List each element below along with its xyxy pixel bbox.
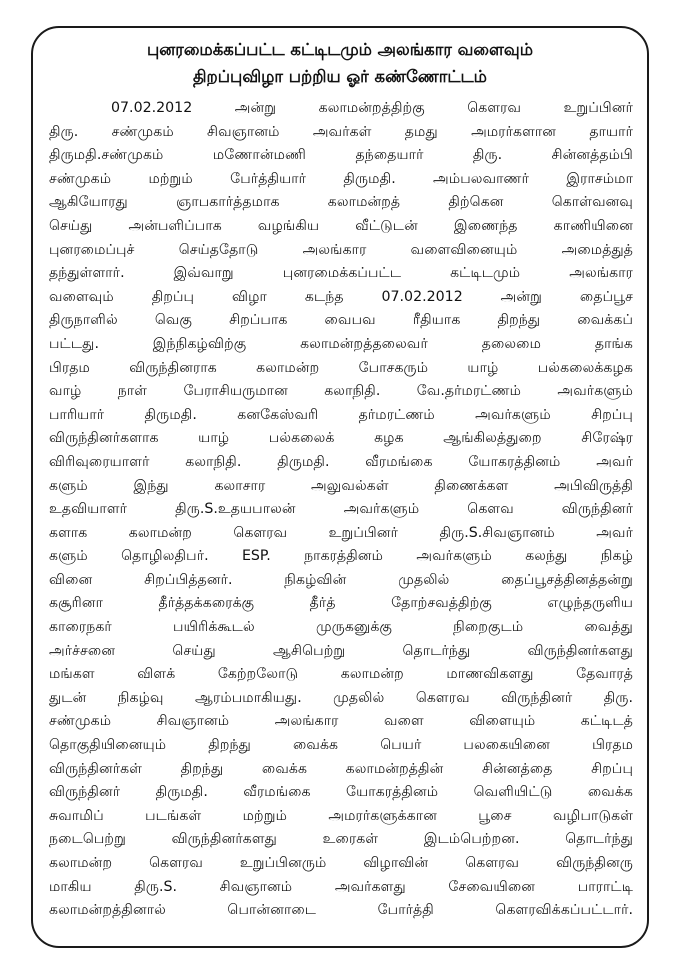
body-line: வினை சிறப்பித்தனர். நிகழ்வின் முதலில் தைப்பூசத்தினத்தன்று [49,571,633,588]
body-line: களும் இந்து கலாசார அலுவல்கள் திணைக்கள அபிவிருத்தி [49,477,633,494]
body-line: திருநாளில் வெகு சிறப்பாக வைபவ ரீதியாக திறந்து வைக்கப் [49,312,633,329]
body-line: நடைபெற்று விருந்தினர்களது உரைகள் இடம்பெற்றன. தொடர்ந்து [49,831,633,848]
body-line: சண்முகம் சிவஞானம் அலங்கார வளை விளையும் கட்டிடத் [49,713,633,730]
body-line: திருமதி.சண்முகம் மணோன்மணி தந்தையார் திரு. சின்னத்தம்பி [49,147,633,164]
body-line: பிரதம விருந்தினராக கலாமன்ற போசகரும் யாழ் பல்கலைக்கழக [49,359,633,376]
body-line: களாக கலாமன்ற கௌரவ உறுப்பினர் திரு.S.சிவஞானம் அவர் [49,524,633,541]
article-title-line-2: திறப்புவிழா பற்றிய ஓர் கண்ணோட்டம் [193,67,487,86]
body-line: கசூரினா தீர்த்தக்கரைக்கு தீர்த் தோற்சவத்திற்கு எழுந்தருளிய [49,595,633,612]
body-line: திரு. சண்முகம் சிவஞானம் அவர்கள் தமது அமரர்களான தாயார் [49,123,633,140]
article-title [31,36,649,90]
body-line: கலாமன்றத்தினால் பொன்னாடை போர்த்தி கௌரவிக்கப்பட்டார். [49,902,633,919]
body-line: அர்ச்சனை செய்து ஆசிபெற்று தொடர்ந்து விருந்தினர்களது [49,642,633,659]
body-line: விருந்தினர் திருமதி. வீரமங்கை யோகரத்தினம் வெளியிட்டு வைக்க [49,784,633,801]
body-line: தந்துள்ளார். இவ்வாறு புனரமைக்கப்பட்ட கட்டிடமும் அலங்கார [49,265,633,282]
body-line: விருந்தினர்களாக யாழ் பல்கலைக் கழக ஆங்கிலத்துறை சிரேஷ்ர [49,430,633,447]
body-line: துடன் நிகழ்வு ஆரம்பமாகியது. முதலில் கௌரவ விருந்தினர் திரு. [49,689,633,706]
body-line: விரிவுரையாளர் கலாநிதி. திருமதி. வீரமங்கை யோகரத்தினம் அவர் [49,453,633,470]
body-line: தொகுதியினையும் திறந்து வைக்க பெயர் பலகையினை பிரதம [49,737,633,754]
body-line: சண்முகம் மற்றும் பேர்த்தியார் திருமதி. அம்பலவாணர் இராசம்மா [49,170,633,187]
body-line: மங்கள விளக் கேற்றலோடு கலாமன்ற மாணவிகளது தேவாரத் [49,666,633,683]
body-line: பாரியார் திருமதி. கனகேஸ்வரி தர்மரட்ணம் அவர்களும் சிறப்பு [49,406,633,423]
body-line: மாகிய திரு.S. சிவஞானம் அவர்களது சேவையினை பாராட்டி [49,878,633,895]
body-line: காரைநகர் பயிரிக்கூடல் முருகனுக்கு நிறைகுடம் வைத்து [49,619,633,636]
article-title-line-1: புனரமைக்கப்பட்ட கட்டிடமும் அலங்கார வளைவும் [147,40,533,59]
body-line: சுவாமிப் படங்கள் மற்றும் அமரர்களுக்கான பூசை வழிபாடுகள் [49,807,633,824]
article-body [49,97,633,923]
body-line: விருந்தினர்கள் திறந்து வைக்க கலாமன்றத்தின் சின்னத்தை சிறப்பு [49,760,633,777]
body-line: பட்டது. இந்நிகழ்விற்கு கலாமன்றத்தலைவர் தலைமை தாங்க [49,335,633,352]
body-line: வாழ் நாள் பேராசியருமான கலாநிதி. வே.தர்மரட்ணம் அவர்களும் [49,383,633,400]
body-line: களும் தொழிலதிபர். ESP. நாகரத்தினம் அவர்களும் கலந்து நிகழ் [49,548,633,565]
body-line: உதவியாளர் திரு.S.உதயபாலன் அவர்களும் கௌவ விருந்தினர் [49,501,633,518]
body-line: செய்து அன்பளிப்பாக வழங்கிய வீட்டுடன் இணைந்த காணியினை [49,217,633,234]
body-line: வளைவும் திறப்பு விழா கடந்த 07.02.2012 அன்று தைப்பூச [49,288,633,305]
body-line: 07.02.2012 அன்று கலாமன்றத்திற்கு கௌரவ உறுப்பினர் [111,100,633,116]
body-line: புனரமைப்புச் செய்ததோடு அலங்கார வளைவினையும் அமைத்துத் [49,241,633,258]
body-line: ஆகியோரது ஞாபகார்த்தமாக கலாமன்றத் திற்கென கொள்வனவு [49,194,633,211]
body-line: கலாமன்ற கௌரவ உறுப்பினரும் விழாவின் கௌரவ விருந்தினரு [49,855,633,871]
